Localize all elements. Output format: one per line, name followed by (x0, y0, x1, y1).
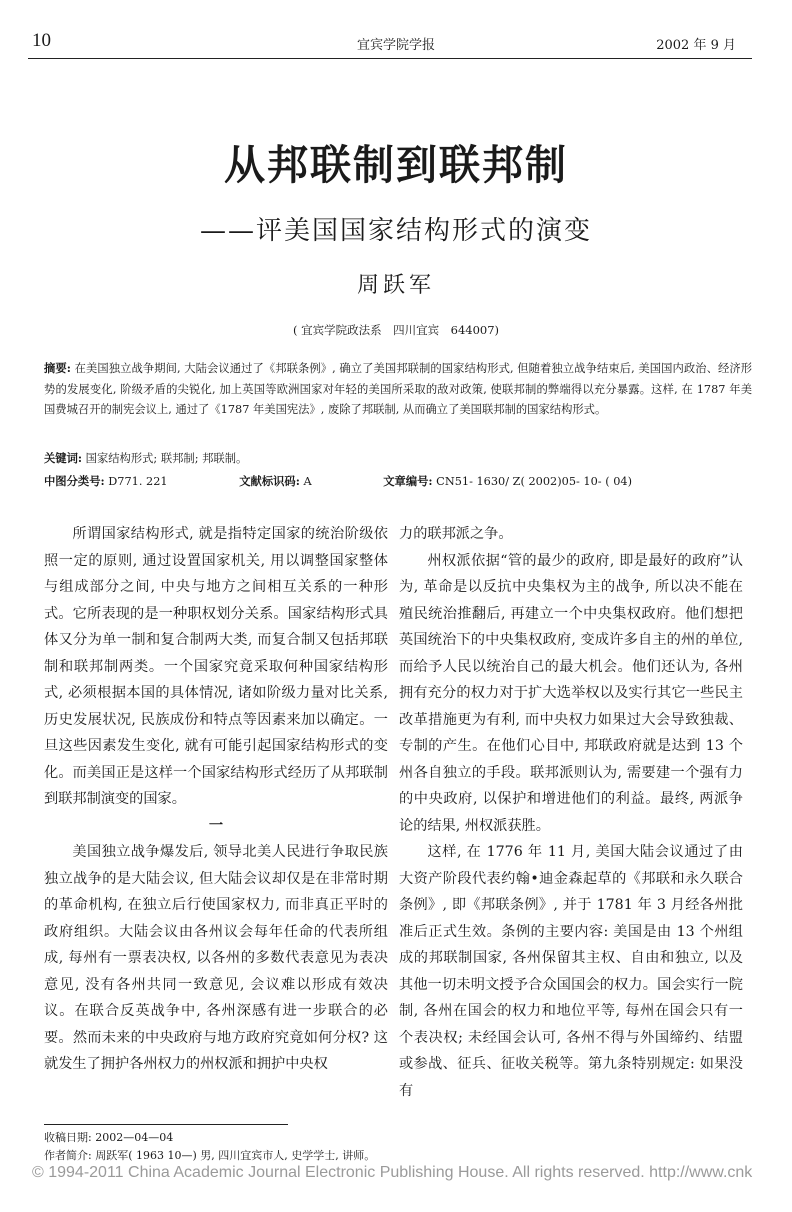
journal-name: 宜宾学院学报 (356, 38, 435, 53)
body-paragraph: 这样, 在 1776 年 11 月, 美国大陆会议通过了由大资产阶段代表约翰•迪金森起草的《邦联和永久联合条例》, 即《邦联条例》, 并于 1781 年 3 月经各州批准后正式生效。条例的主要内容: 美国是由 13 个州组成的邦联制国家, 各州保留其主权、自由和独立, 以及其他一切未明文授予合众国国会的权力。国会实行一院制, 各州在国会的权力和地位平等, 每州在国会只有一个表决权; 未经国会认可, 各州不得与外国缔约、结盟或参战、征兵、征收关税等。第九条特别规定: 如果没有 (399, 844, 743, 1099)
abstract-label: 摘要: (44, 361, 71, 375)
keywords-label: 关键词: (44, 451, 83, 465)
issue-date: 2002 年 9 月 (656, 38, 736, 53)
author-affiliation: ( 宜宾学院政法系 四川宜宾 644007) (292, 323, 500, 337)
author-bio: 作者简介: 周跃军( 1963 10—) 男, 四川宜宾市人, 史学学士, 讲师。 (44, 1149, 376, 1162)
body-paragraph: 州权派依据“管的最少的政府, 即是最好的政府”认为, 革命是以反抗中央集权为主的战争, 所以决不能在殖民统治推翻后, 再建立一个中央集权政府。他们想把英国统治下的中央集权政府, 变成许多自主的州的单位, 而给予人民以统治自己的最大机会。他们还认为, 各州拥有充分的权力对于扩大选举权以及实行其它一些民主改革措施更为有利, 而中央权力如果过大会导致独裁、专制的产生。在他们心目中, 邦联政府就是达到 13 个州各自独立的手段。联邦派则认为, 需要建一个强有力的中央政府, 以保护和增进他们的利益。最终, 两派争论的结果, 州权派获胜。 (399, 552, 743, 834)
abstract (44, 358, 752, 421)
body-column-right (399, 521, 743, 1104)
section-heading: 一 (208, 817, 224, 834)
body-paragraph: 美国独立战争爆发后, 领导北美人民进行争取民族独立战争的是大陆会议, 但大陆会议却仅是在非常时期的革命机构, 在独立后行使国家权力, 而非真正平时的政府组织。大陆会议由各州议会每年任命的代表所组成, 每州有一票表决权, 以各州的多数代表意见为表决意见, 没有各州共同一致意见, 会议难以形成有效决议。在联合反英战争中, 各州深感有进一步联合的必要。然而未来的中央政府与地方政府究竟如何分权? 这就发生了拥护各州权力的州权派和拥护中央权 (44, 844, 388, 1072)
keywords-text: 国家结构形式; 联邦制; 邦联制。 (82, 452, 248, 465)
received-date: 收稿日期: 2002—04—04 (44, 1131, 174, 1144)
footnote-rule (44, 1124, 288, 1125)
copyright-watermark: © 1994-2011 China Academic Journal Electronic Publishing House. All rights reserved. http://www.cnk (32, 1164, 753, 1181)
clc-code: 中图分类号: D771. 221 (44, 474, 168, 488)
body-paragraph: 力的联邦派之争。 (399, 526, 513, 542)
keywords (44, 450, 247, 466)
body-paragraph: 所谓国家结构形式, 就是指特定国家的统治阶级依照一定的原则, 通过设置国家机关, 用以调整国家整体与组成部分之间, 中央与地方之间相互关系的一种形式。它所表现的是一种职权划分关系。国家结构形式具体又分为单一制和复合制两大类, 而复合制又包括邦联制和联邦制两类。一个国家究竟采取何种国家结构形式, 必须根据本国的具体情况, 诸如阶级力量对比关系, 历史发展状况, 民族成份和特点等因素来加以确定。一旦这些因素发生变化, 就有可能引起国家结构形式的变化。而美国正是这样一个国家结构形式经历了从邦联制到联邦制演变的国家。 (44, 526, 388, 807)
article-subtitle: ——评美国国家结构形式的演变 (199, 216, 592, 246)
page-number: 10 (32, 30, 51, 51)
header-rule (28, 58, 752, 59)
body-column-left (44, 521, 388, 1078)
article-number: 文章编号: CN51- 1630/ Z( 2002)05- 10- ( 04) (383, 474, 632, 488)
author-name: 周跃军 (356, 273, 435, 298)
abstract-text: 在美国独立战争期间, 大陆会议通过了《邦联条例》, 确立了美国邦联制的国家结构形式, 但随着独立战争结束后, 美国国内政治、经济形势的发展变化, 阶级矛盾的尖锐化, 加上英国等欧洲国家对年轻的美国所采取的敌对政策, 使联邦制的弊端得以充分暴露。这样, 在 1787 年美国费城召开的制宪会议上, 通过了《1787 年美国宪法》, 废除了邦联制, 从而确立了美国联邦制的国家结构形式。 (44, 362, 753, 416)
document-code: 文献标识码: A (239, 474, 312, 488)
article-title: 从邦联制到联邦制 (224, 141, 568, 189)
classification-line (44, 473, 752, 489)
